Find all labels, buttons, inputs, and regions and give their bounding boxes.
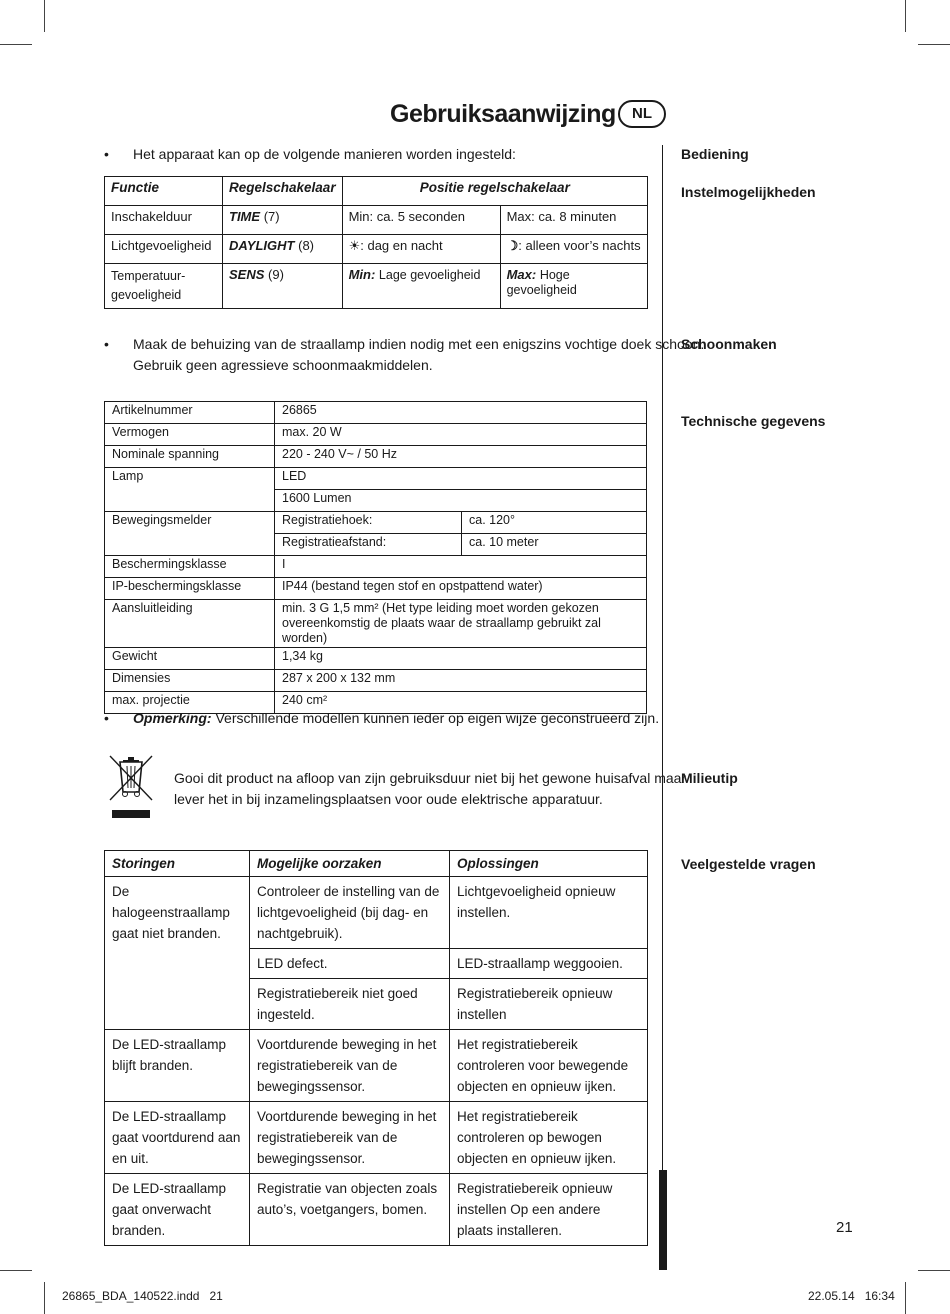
header-cell: Regelschakelaar [223, 177, 343, 206]
table-cell [342, 264, 500, 309]
table-cell [275, 600, 647, 648]
table-cell [223, 206, 343, 235]
troubleshooting-table [104, 850, 648, 1246]
weee-crossed-bin-icon [108, 752, 154, 820]
table-row [105, 446, 647, 468]
crop-mark [0, 1270, 32, 1271]
column-divider [662, 145, 663, 1270]
table-cell: 240 cm² [275, 692, 647, 714]
table-row [105, 512, 647, 534]
table-cell [500, 235, 647, 264]
table-cell: Dimensies [105, 670, 275, 692]
header-cell: Functie [105, 177, 223, 206]
bullet-text: Gebruik geen agressieve schoonmaakmiddelen. [133, 357, 433, 373]
crop-mark [905, 1282, 906, 1314]
table-header-row [105, 851, 648, 877]
table-cell: Min: ca. 5 seconden [342, 206, 500, 235]
page-title: Gebruiksaanwijzing [390, 100, 616, 128]
switch-number: (9) [268, 267, 284, 282]
crop-mark [905, 0, 906, 32]
table-cell: Beschermingsklasse [105, 556, 275, 578]
cell-text: Lage gevoeligheid [378, 268, 481, 282]
text-line: Gooi dit product na afloop van zijn gebruiksduur niet bij het gewone huisafval maar [174, 770, 687, 786]
header-cell: Oplossingen [450, 851, 648, 877]
table-cell: IP-beschermingsklasse [105, 578, 275, 600]
cell-line: min. 3 G 1,5 mm² (Het type leiding moet worden gekozen [282, 601, 599, 615]
text-line: lever het in bij inzamelingsplaatsen voor oude elektrische apparatuur. [174, 791, 603, 807]
table-cell: De LED-straallamp blijft branden. [105, 1030, 250, 1102]
table-cell: De LED-straallamp gaat voortdurend aan en uit. [105, 1102, 250, 1174]
settings-table [104, 176, 648, 309]
table-cell: I [275, 556, 647, 578]
table-row [105, 468, 647, 490]
table-row [105, 206, 648, 235]
table-cell: De halogeenstraallamp gaat niet branden. [105, 877, 250, 1030]
crop-mark [0, 44, 32, 45]
sun-icon: ☀ [348, 238, 361, 253]
table-cell: ca. 120° [462, 512, 647, 534]
table-row [105, 578, 647, 600]
cell-line: overeenkomstig de plaats waar de straallamp gebruikt zal worden) [282, 616, 601, 645]
table-row [105, 1174, 648, 1246]
table-cell: 26865 [275, 402, 647, 424]
cell-text: Hoge gevoeligheid [506, 268, 577, 297]
switch-number: (7) [263, 209, 280, 224]
table-cell: Registratieafstand: [275, 534, 462, 556]
page-number: 21 [836, 1219, 853, 1236]
crop-mark [918, 1270, 950, 1271]
tech-table [104, 401, 647, 714]
table-cell: Artikelnummer [105, 402, 275, 424]
table-cell: Registratie van objecten zoals auto’s, voetgangers, bomen. [250, 1174, 450, 1246]
bullet-dot: • [104, 710, 109, 726]
table-row [105, 556, 647, 578]
table-cell: Registratiehoek: [275, 512, 462, 534]
table-cell: Voortdurende beweging in het registratiebereik van de bewegingssensor. [250, 1102, 450, 1174]
crop-mark [44, 1282, 45, 1314]
footer-date: 22.05.14 16:34 [808, 1289, 895, 1303]
table-cell [105, 264, 223, 309]
table-cell: 1,34 kg [275, 648, 647, 670]
table-row [105, 264, 648, 309]
moon-icon: ☽ [506, 238, 519, 253]
cell-line: gevoeligheid [111, 288, 182, 302]
crop-mark [918, 44, 950, 45]
table-cell: max. projectie [105, 692, 275, 714]
table-row [105, 1030, 648, 1102]
note-text: Verschillende modellen kunnen ieder op eigen wijze geconstrueerd zijn. [215, 710, 660, 726]
table-header-row [105, 177, 648, 206]
table-cell [223, 235, 343, 264]
crop-mark [44, 0, 45, 32]
table-row [105, 600, 647, 648]
table-row [105, 648, 647, 670]
table-row [105, 424, 647, 446]
table-cell [342, 235, 500, 264]
table-cell: 1600 Lumen [275, 490, 647, 512]
table-cell: Registratiebereik opnieuw instellen [450, 979, 648, 1030]
bullet-text: Het apparaat kan op de volgende manieren worden ingesteld: [133, 146, 516, 162]
bullet-text: Maak de behuizing van de straallamp indien nodig met een enigszins vochtige doek schoon. [133, 336, 705, 352]
table-cell: Registratiebereik opnieuw instellen Op een andere plaats installeren. [450, 1174, 648, 1246]
cell-line: Temperatuur- [111, 269, 186, 283]
table-cell: Nominale spanning [105, 446, 275, 468]
sidebar-heading-technische-gegevens: Technische gegevens [681, 413, 826, 429]
column-bar [659, 1170, 667, 1270]
switch-name: DAYLIGHT [229, 238, 295, 253]
table-cell: Inschakelduur [105, 206, 223, 235]
footer-file: 26865_BDA_140522.indd 21 [62, 1289, 223, 1303]
table-cell: Max: ca. 8 minuten [500, 206, 647, 235]
table-cell: De LED-straallamp gaat onverwacht branden. [105, 1174, 250, 1246]
table-cell: Registratiebereik niet goed ingesteld. [250, 979, 450, 1030]
table-cell: 220 - 240 V~ / 50 Hz [275, 446, 647, 468]
table-cell: Het registratiebereik controleren voor bewegende objecten en opnieuw ijken. [450, 1030, 648, 1102]
table-cell [500, 264, 647, 309]
switch-name: TIME [229, 209, 261, 224]
table-row [105, 877, 648, 949]
note-label: Opmerking: [133, 710, 212, 726]
table-cell: Voortdurende beweging in het registratiebereik van de bewegingssensor. [250, 1030, 450, 1102]
sidebar-heading-bediening: Bediening [681, 146, 749, 162]
sidebar-heading-instelmogelijkheden: Instelmogelijkheden [681, 184, 816, 200]
table-cell: Lichtgevoeligheid [105, 235, 223, 264]
table-cell: LED-straallamp weggooien. [450, 949, 648, 979]
switch-number: (8) [298, 238, 314, 253]
table-row [105, 670, 647, 692]
cell-text: : alleen voor’s nachts [518, 238, 641, 253]
table-row [105, 402, 647, 424]
table-row [105, 235, 648, 264]
table-cell: Vermogen [105, 424, 275, 446]
min-label: Min: [348, 267, 376, 282]
table-cell: Bewegingsmelder [105, 512, 275, 556]
table-cell: Het registratiebereik controleren op bewogen objecten en opnieuw ijken. [450, 1102, 648, 1174]
switch-name: SENS [229, 267, 265, 282]
bullet-dot: • [104, 146, 109, 162]
table-cell: Lamp [105, 468, 275, 512]
table-cell: max. 20 W [275, 424, 647, 446]
environment-text [174, 768, 686, 810]
table-cell: ca. 10 meter [462, 534, 647, 556]
table-row [105, 1102, 648, 1174]
language-badge: NL [618, 100, 666, 128]
header-cell: Storingen [105, 851, 250, 877]
table-cell [223, 264, 343, 309]
table-cell: Aansluitleiding [105, 600, 275, 648]
bullet-text [133, 708, 659, 729]
table-cell: IP44 (bestand tegen stof en opstpattend water) [275, 578, 647, 600]
header-cell: Mogelijke oorzaken [250, 851, 450, 877]
cell-text: : dag en nacht [360, 238, 443, 253]
sidebar-heading-milieutip: Milieutip [681, 770, 738, 786]
table-cell: LED defect. [250, 949, 450, 979]
sidebar-heading-schoonmaken: Schoonmaken [681, 336, 777, 352]
table-cell: Controleer de instelling van de lichtgevoeligheid (bij dag- en nachtgebruik). [250, 877, 450, 949]
sidebar-heading-veelgestelde-vragen: Veelgestelde vragen [681, 856, 816, 872]
table-cell: LED [275, 468, 647, 490]
table-cell: Gewicht [105, 648, 275, 670]
bullet-dot: • [104, 336, 109, 352]
header-cell: Positie regelschakelaar [342, 177, 647, 206]
table-cell: Lichtgevoeligheid opnieuw instellen. [450, 877, 648, 949]
table-cell: 287 x 200 x 132 mm [275, 670, 647, 692]
max-label: Max: [506, 267, 537, 282]
